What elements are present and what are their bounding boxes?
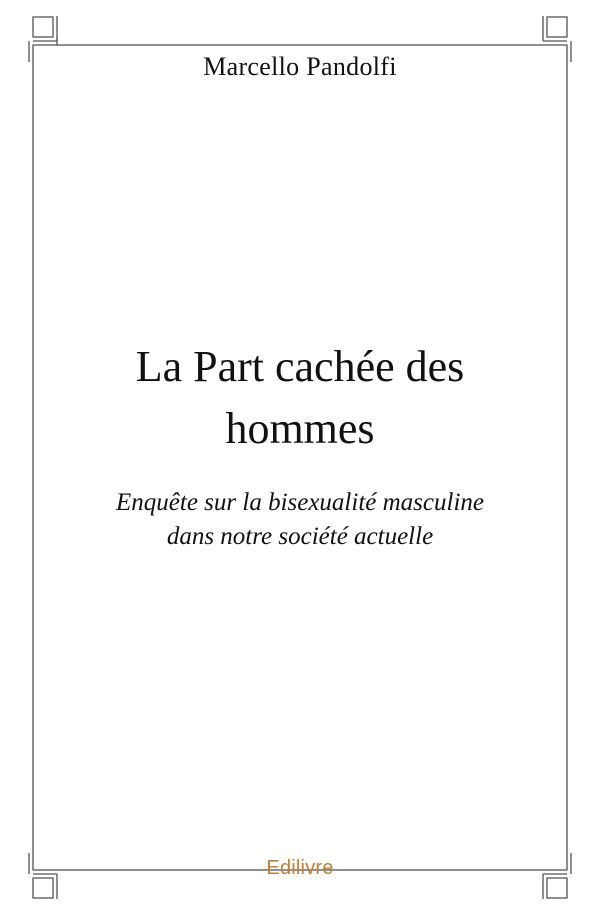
corner-square-bottom-right bbox=[547, 878, 567, 898]
corner-square-bottom-left bbox=[33, 878, 53, 898]
corner-square-top-right bbox=[547, 17, 567, 37]
publisher-logo bbox=[0, 857, 600, 880]
publisher-logo-text: Edilivre bbox=[266, 857, 334, 879]
corner-square-top-left bbox=[33, 17, 53, 37]
subtitle-line-1: Enquête sur la bisexualité masculine bbox=[116, 489, 484, 516]
author-name: Marcello Pandolfi bbox=[203, 52, 397, 81]
title-line-2: hommes bbox=[225, 404, 375, 453]
title-line-1: La Part cachée des bbox=[135, 342, 465, 391]
book-subtitle bbox=[40, 486, 560, 554]
book-title bbox=[60, 336, 540, 460]
subtitle-line-2: dans notre société actuelle bbox=[166, 523, 434, 550]
